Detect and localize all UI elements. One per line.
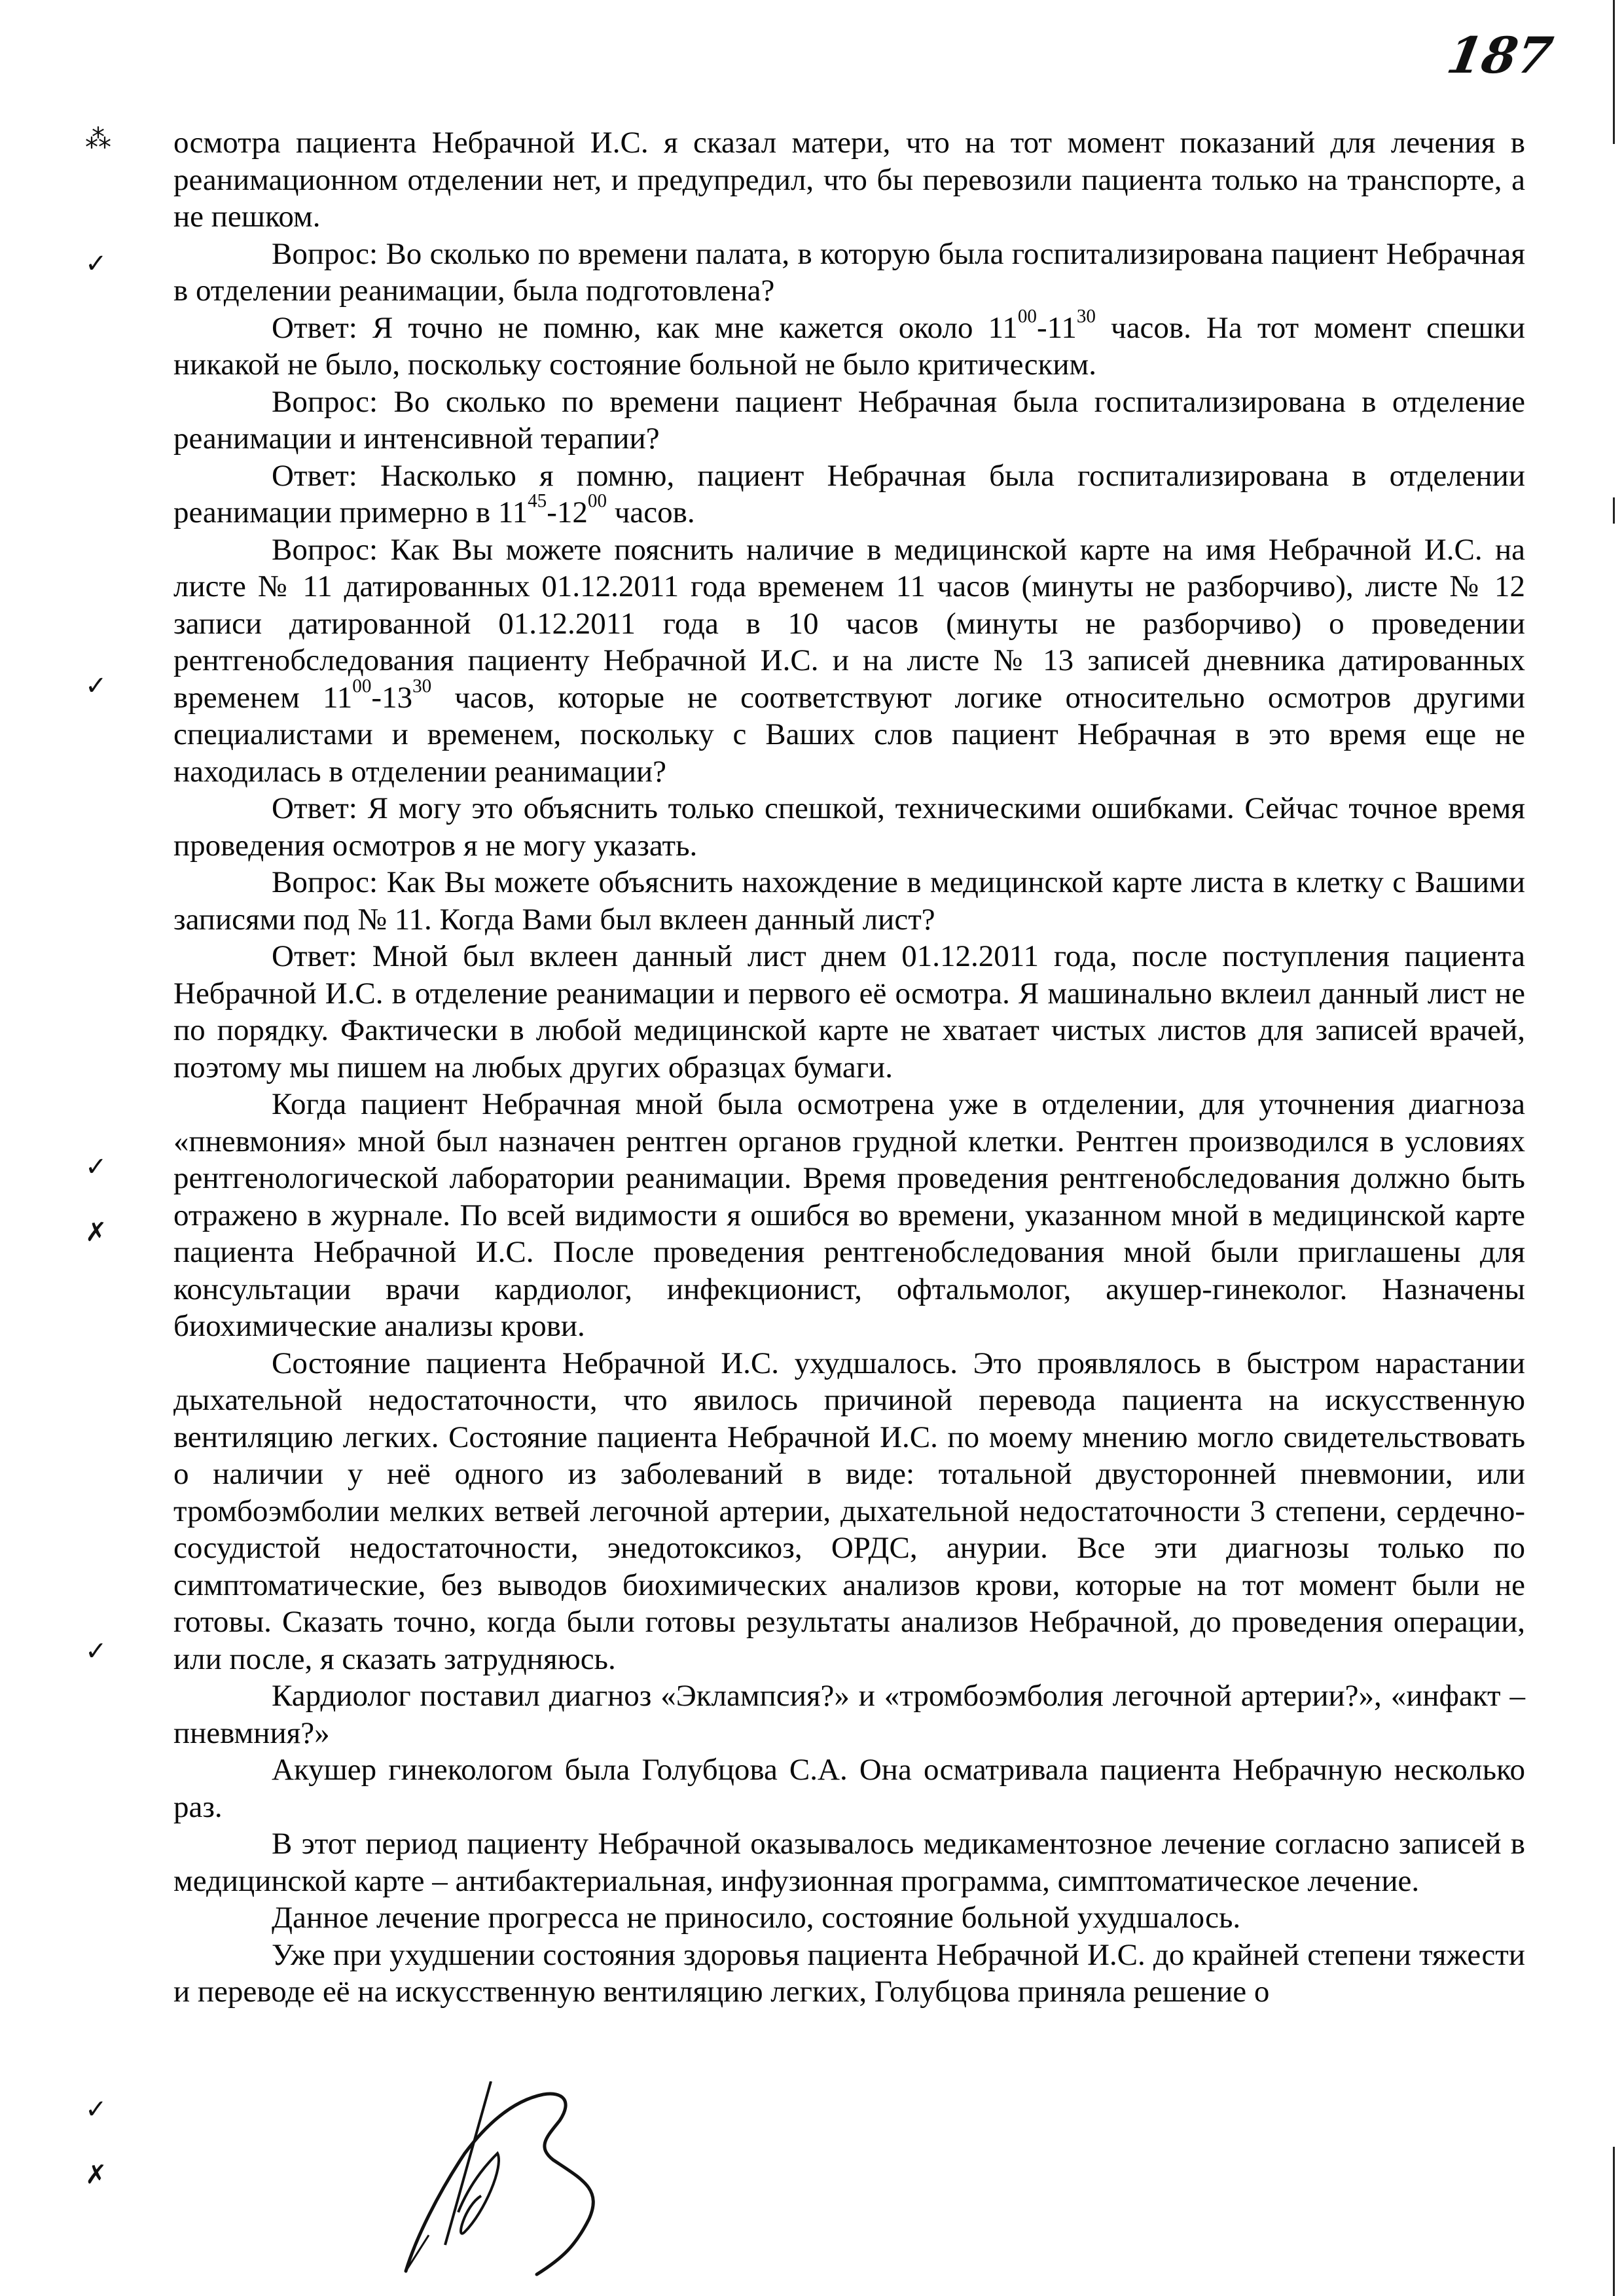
paragraph-text: Уже при ухудшении состояния здоровья пациента Небрачной И.С. до крайней степени тяжести и переводе её на искусственную вентиляцию легких, Голубцова приняла решение о [173, 1937, 1525, 2009]
paragraph [173, 790, 1525, 864]
paragraph-text: Акушер гинекологом была Голубцова С.А. Она осматривала пациента Небрачную несколько раз. [173, 1753, 1525, 1824]
paragraph [173, 1086, 1525, 1345]
paragraph [173, 531, 1525, 791]
paragraph-text: -12 [547, 495, 588, 529]
time-superscript: 00 [352, 675, 372, 697]
paragraph [173, 1677, 1525, 1751]
paragraph-text: Вопрос: Как Вы можете пояснить наличие в медицинской карте на имя Небрачной И.С. на листе № 11 датированных 01.12.2011 года временем 11 часов (минуты не разборчиво), листе № 12 записи датированной 01.12.2011 года в 10 часов (минуты не разборчиво) о проведении рентгенобследования пациенту Небрачной И.С. и на листе № 13 записей дневника датированных временем 11 [173, 532, 1525, 715]
paragraph [173, 306, 1525, 384]
signature [367, 2081, 825, 2278]
cross-mark-icon: ✗ [85, 2160, 107, 2190]
time-superscript: 45 [528, 490, 547, 512]
paragraph-text: Ответ: Мной был вклеен данный лист днем 01.12.2011 года, после поступления пациента Небрачной И.С. в отделение реанимации и первого её осмотра. Я машинально вклеил данный лист не по порядку. Фактически в любой медицинской карте не хватает чистых листов для записей врачей, поэтому мы пишем на любых других образцах бумаги. [173, 939, 1525, 1085]
checkmark-icon: ✓ [85, 249, 107, 279]
paragraph-text: Вопрос: Во сколько по времени палата, в которую была госпитализирована пациент Небрачная в отделении реанимации, была подготовлена? [173, 236, 1525, 308]
paragraph-text: -13 [371, 680, 413, 715]
paragraph-text: часов. На тот момент спешки никакой не было, поскольку состояние больной не было критическим. [173, 310, 1525, 382]
paragraph-text: Ответ: Я могу это объяснить только спешкой, техническими ошибками. Сейчас точное время проведения осмотров я не могу указать. [173, 791, 1525, 863]
paragraph-text: Вопрос: Во сколько по времени пациент Небрачная была госпитализирована в отделение реанимации и интенсивной терапии? [173, 384, 1525, 456]
paragraph-text: Состояние пациента Небрачной И.С. ухудшалось. Это проявлялось в быстром нарастании дыхательной недостаточности, что явилось причиной перевода пациента на искусственную вентиляцию легких. Состояние пациента Небрачной И.С. по моему мнению могло свидетельствовать о наличии у неё одного из заболеваний в виде: тотальной двусторонней пневмонии, или тромбоэмболии мелких ветвей легочной артерии, дыхательной недостаточности 3 степени, сердечно-сосудистой недостаточности, энедотоксикоз, ОРДС, анурии. Все эти диагнозы только по симптоматические, без выводов биохимических анализов крови, которые на тот момент были не готовы. Сказать точно, когда были готовы результаты анализов Небрачной, до проведения операции, или после, я сказать затрудняюсь. [173, 1346, 1525, 1676]
paragraph-text: Кардиолог поставил диагноз «Эклампсия?» и «тромбоэмболия легочной артерии?», «инфакт – пневмния?» [173, 1679, 1525, 1750]
time-superscript: 30 [1076, 306, 1096, 327]
page-number: 187 [1443, 26, 1557, 84]
paragraph [173, 1899, 1525, 1937]
paragraph-text: -11 [1036, 310, 1077, 345]
scan-edge-line [1613, 2147, 1615, 2296]
checkmark-icon: ✓ [85, 671, 107, 701]
cross-mark-icon: ✗ [85, 1217, 107, 1247]
margin-mark-icon: ⁂ [85, 124, 111, 154]
paragraph [173, 236, 1525, 310]
paragraph [173, 1937, 1525, 2011]
time-superscript: 30 [412, 675, 432, 697]
checkmark-icon: ✓ [85, 1636, 107, 1666]
paragraph [173, 124, 1525, 236]
paragraph-text: Данное лечение прогресса не приносило, состояние больной ухудшалось. [272, 1901, 1241, 1935]
paragraph [173, 1345, 1525, 1678]
paragraph-text: часов, которые не соответствуют логике относительно осмотров другими специалистами и временем, поскольку с Ваших слов пациент Небрачная в это время еще не находилась в отделении реанимации? [173, 680, 1526, 789]
paragraph [173, 384, 1525, 457]
time-superscript: 00 [1017, 306, 1037, 327]
checkmark-icon: ✓ [85, 2094, 107, 2125]
time-superscript: 00 [587, 490, 607, 512]
paragraph-text: осмотра пациента Небрачной И.С. я сказал матери, что на тот момент показаний для лечения в реанимационном отделении нет, и предупредил, что бы перевозили пациента только на транспорте, а не пешком. [173, 126, 1525, 234]
paragraph-text: Ответ: Насколько я помню, пациент Небрачная была госпитализирована в отделении реанимации примерно в 11 [173, 458, 1525, 529]
paragraph-text: Ответ: Я точно не помню, как мне кажется около 11 [272, 310, 1018, 345]
checkmark-icon: ✓ [85, 1152, 107, 1182]
paragraph-text: В этот период пациенту Небрачной оказывалось медикаментозное лечение согласно записей в медицинской карте – антибактериальная, инфузионная программа, симптоматическое лечение. [173, 1827, 1525, 1898]
paragraph-text: часов. [607, 495, 695, 529]
paragraph-text: Когда пациент Небрачная мной была осмотрена уже в отделении, для уточнения диагноза «пневмония» мной был назначен рентген органов грудной клетки. Рентген производился в условиях рентгенологической лаборатории реанимации. Время проведения рентгенобследования должно быть отражено в журнале. По всей видимости я ошибся во времени, указанном мной в медицинской карте пациента Небрачной И.С. После проведения рентгенобследования мной были приглашены для консультации врачи кардиолог, инфекционист, офтальмолог, акушер-гинеколог. Назначены биохимические анализы крови. [173, 1087, 1525, 1343]
paragraph-text: Вопрос: Как Вы можете объяснить нахождение в медицинской карте листа в клетку с Вашими записями под № 11. Когда Вами был вклеен данный лист? [173, 865, 1525, 937]
paragraph [173, 1825, 1525, 1899]
scan-edge-line [1613, 0, 1615, 144]
paragraph [173, 938, 1525, 1086]
paragraph [173, 457, 1525, 531]
document-body [173, 124, 1525, 2011]
paragraph [173, 1751, 1525, 1825]
scan-edge-line [1613, 497, 1615, 524]
paragraph [173, 864, 1525, 938]
